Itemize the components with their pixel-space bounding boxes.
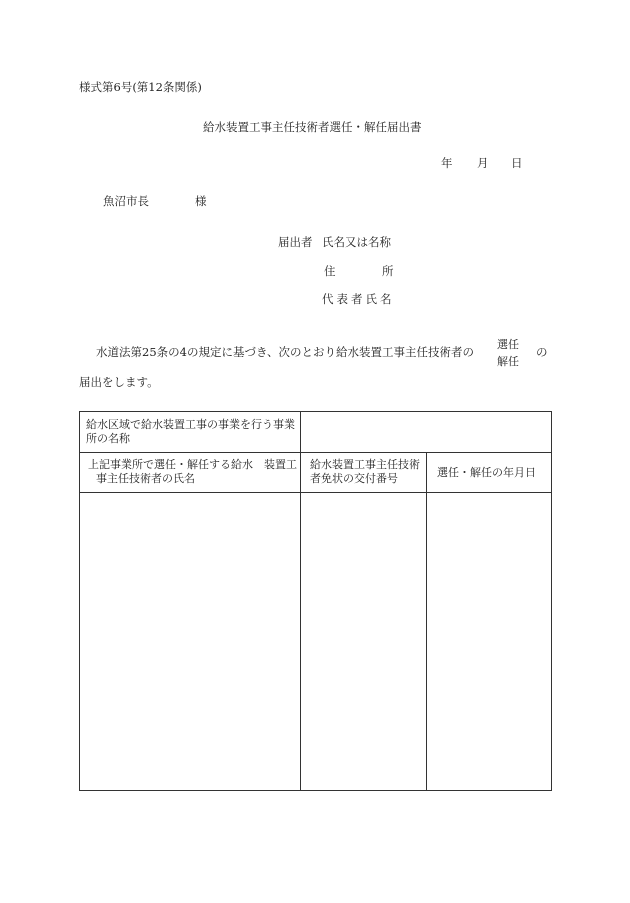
office-name-value[interactable]	[304, 416, 544, 448]
addressee-name: 魚沼市長	[103, 194, 149, 208]
body-paragraph: 水道法第25条の4の規定に基づき、次のとおり給水装置工事主任技術者の	[96, 345, 474, 359]
body-suffix: の	[536, 345, 548, 359]
license-number-entry[interactable]	[304, 496, 422, 786]
date-day-label: 日	[511, 156, 523, 170]
date-year-label: 年	[441, 156, 453, 170]
addressee-honorific: 様	[195, 194, 207, 208]
choice-dismiss: 解任	[497, 355, 519, 368]
body-paragraph-continuation: 届出をします。	[79, 375, 159, 389]
notifier-name-label: 氏名又は名称	[322, 235, 391, 249]
col-header-date: 選任・解任の年月日	[437, 466, 536, 479]
date-month-label: 月	[477, 156, 489, 170]
notifier-address-label-part1: 住	[324, 264, 336, 278]
table-row-divider	[80, 492, 551, 493]
notification-table	[79, 411, 552, 791]
engineer-name-entry[interactable]	[84, 496, 296, 786]
notifier-address-label-part2: 所	[382, 264, 394, 278]
col-header-license-number: 給水装置工事主任技術者免状の交付番号	[310, 458, 420, 485]
office-name-label: 給水区域で給水装置工事の事業を行う事業所の名称	[86, 418, 295, 445]
table-col-divider	[426, 452, 427, 790]
date-entry[interactable]	[430, 496, 548, 786]
form-number: 様式第6号(第12条関係)	[79, 80, 202, 94]
representative-name-label: 代表者氏名	[322, 292, 395, 306]
table-row-divider	[80, 452, 551, 453]
document-title: 給水装置工事主任技術者選任・解任届出書	[203, 120, 422, 134]
choice-appoint: 選任	[497, 338, 519, 351]
col-header-engineer-name: 上記事業所で選任・解任する給水 装置工事主任技術者の氏名	[88, 458, 297, 485]
notifier-label: 届出者	[278, 235, 313, 249]
